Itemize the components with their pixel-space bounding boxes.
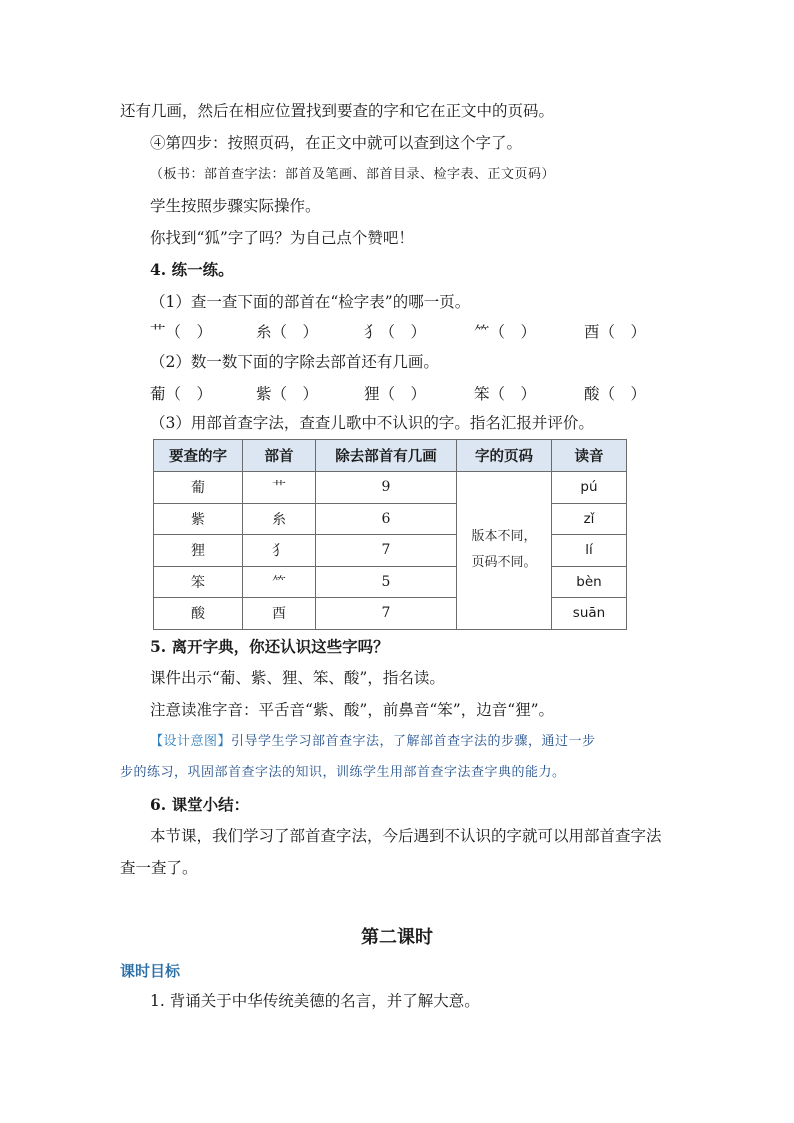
table-cell-pinyin: lí	[552, 535, 627, 567]
table-cell-pinyin: bèn	[552, 566, 627, 598]
text-line: 课件出示“葡、紫、狸、笨、酸”，指名读。	[150, 669, 445, 687]
table-cell-char: 酸	[154, 598, 243, 630]
step-four: ④第四步：按照页码，在正文中就可以查到这个字了。	[150, 134, 523, 152]
radical-item: 艹（ ）	[150, 323, 213, 341]
design-intent-label: 【设计意图】	[150, 734, 232, 749]
table-header-row	[154, 440, 627, 472]
table-row	[154, 503, 627, 535]
exercise-2: （2）数一数下面的字除去部首还有几画。	[150, 353, 439, 371]
radical-lookup-table	[153, 439, 627, 630]
text-line: 你找到“狐”字了吗？为自己点个赞吧！	[150, 229, 414, 247]
table-cell-pinyin: pú	[552, 472, 627, 504]
section-heading-review: 5. 离开字典，你还认识这些字吗？	[150, 637, 389, 656]
table-header: 除去部首有几画	[316, 440, 457, 472]
text-line: 查一查了。	[120, 859, 198, 877]
table-header: 字的页码	[457, 440, 552, 472]
table-cell-radical: 糸	[243, 503, 316, 535]
table-cell-char: 紫	[154, 503, 243, 535]
exercise-3: （3）用部首查字法，查查儿歌中不认识的字。指名汇报并评价。	[150, 414, 594, 432]
page-note-line: 页码不同。	[471, 555, 537, 571]
table-header: 部首	[243, 440, 316, 472]
table-header: 读音	[552, 440, 627, 472]
radical-item: 犭（ ）	[364, 323, 427, 341]
text-line: 还有几画，然后在相应位置找到要查的字和它在正文中的页码。	[120, 102, 555, 120]
char-item: 笨（ ）	[474, 385, 537, 403]
page-note-line: 版本不同，	[471, 529, 537, 545]
text-line: 学生按照步骤实际操作。	[150, 197, 321, 215]
table-cell-pinyin: zǐ	[552, 503, 627, 535]
blackboard-note: （板书：部首查字法：部首及笔画、部首目录、检字表、正文页码）	[150, 167, 556, 182]
lesson-goal: 1. 背诵关于中华传统美德的名言，并了解大意。	[150, 992, 480, 1010]
table-cell-radical: 犭	[243, 535, 316, 567]
table-row	[154, 472, 627, 504]
design-intent	[150, 732, 596, 752]
text-line: 本节课，我们学习了部首查字法，今后遇到不认识的字就可以用部首查字法	[150, 827, 662, 845]
table-cell-strokes: 6	[316, 503, 457, 535]
lesson-title: 第二课时	[361, 927, 433, 948]
exercise-1: （1）查一查下面的部首在“检字表”的哪一页。	[150, 293, 471, 311]
table-cell-strokes: 7	[316, 598, 457, 630]
design-intent-continued: 步的练习，巩固部首查字法的知识，训练学生用部首查字法查字典的能力。	[120, 765, 566, 780]
radical-item: ⺮（ ）	[474, 323, 537, 341]
table-row	[154, 535, 627, 567]
table-row	[154, 566, 627, 598]
table-cell-char: 葡	[154, 472, 243, 504]
char-item: 酸（ ）	[584, 385, 647, 403]
table-cell-char: 狸	[154, 535, 243, 567]
table-cell-strokes: 9	[316, 472, 457, 504]
char-item: 葡（ ）	[150, 385, 213, 403]
table-cell-radical: 酉	[243, 598, 316, 630]
table-header: 要查的字	[154, 440, 243, 472]
table-cell-pinyin: suān	[552, 598, 627, 630]
char-item: 狸（ ）	[364, 385, 427, 403]
table-row	[154, 598, 627, 630]
table-cell-strokes: 7	[316, 535, 457, 567]
table-cell-radical: 艹	[243, 472, 316, 504]
text-line: 注意读准字音：平舌音“紫、酸”，前鼻音“笨”，边音“狸”。	[150, 701, 555, 719]
char-item: 紫（ ）	[256, 385, 319, 403]
table-cell-radical: ⺮	[243, 566, 316, 598]
section-heading-summary: 6. 课堂小结：	[150, 795, 250, 814]
section-heading-practice: 4. 练一练。	[150, 260, 234, 279]
lesson-goals-label: 课时目标	[120, 962, 181, 980]
table-cell-page-note	[457, 472, 552, 630]
radical-item: 酉（ ）	[584, 323, 647, 341]
design-intent-text: 引导学生学习部首查字法，了解部首查字法的步骤，通过一步	[231, 734, 596, 749]
table-cell-strokes: 5	[316, 566, 457, 598]
table-cell-char: 笨	[154, 566, 243, 598]
radical-item: 糸（ ）	[256, 323, 319, 341]
